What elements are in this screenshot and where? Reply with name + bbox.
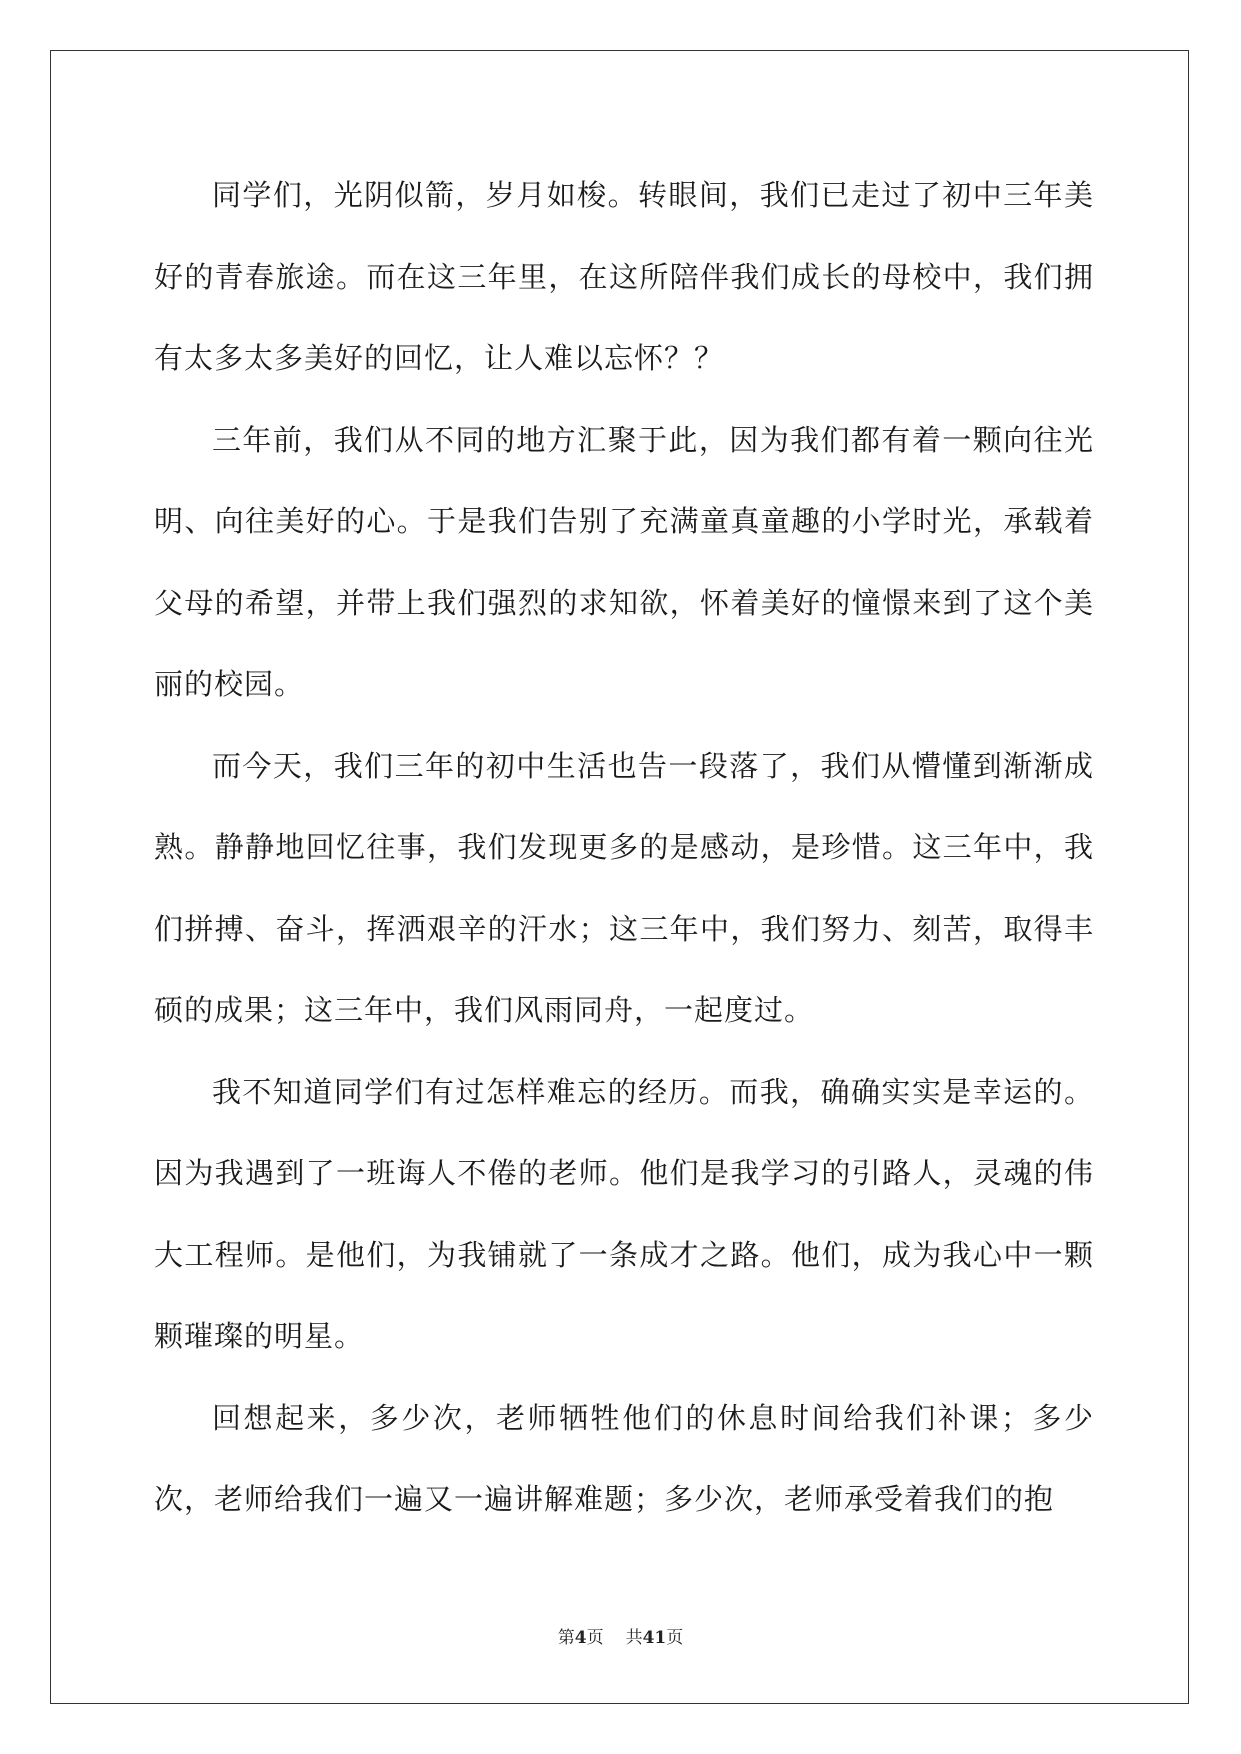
paragraph: 我不知道同学们有过怎样难忘的经历。而我，确确实实是幸运的。因为我遇到了一班诲人不倦的老师。他们是我学习的引路人，灵魂的伟大工程师。是他们，为我铺就了一条成才之路。他们，成为我心中一颗颗璀璨的明星。 bbox=[154, 1074, 1094, 1353]
page-footer bbox=[0, 1627, 1241, 1649]
page-number: 4 bbox=[574, 1628, 587, 1648]
document-body bbox=[154, 155, 1094, 1541]
footer-total-prefix: 共 bbox=[625, 1628, 643, 1648]
footer-total-suffix: 页 bbox=[666, 1628, 684, 1648]
total-pages: 41 bbox=[642, 1628, 667, 1648]
paragraph: 而今天，我们三年的初中生活也告一段落了，我们从懵懂到渐渐成熟。静静地回忆往事，我们发现更多的是感动，是珍惜。这三年中，我们拼搏、奋斗，挥洒艰辛的汗水；这三年中，我们努力、刻苦，取得丰硕的成果；这三年中，我们风雨同舟，一起度过。 bbox=[154, 748, 1094, 1027]
footer-page-suffix: 页 bbox=[586, 1628, 604, 1648]
paragraph: 同学们，光阴似箭，岁月如梭。转眼间，我们已走过了初中三年美好的青春旅途。而在这三年里，在这所陪伴我们成长的母校中，我们拥有太多太多美好的回忆，让人难以忘怀？？ bbox=[154, 178, 1094, 375]
paragraph: 回想起来，多少次，老师牺牲他们的休息时间给我们补课；多少次，老师给我们一遍又一遍讲解难题；多少次，老师承受着我们的抱 bbox=[154, 1400, 1094, 1516]
paragraph: 三年前，我们从不同的地方汇聚于此，因为我们都有着一颗向往光明、向往美好的心。于是我们告别了充满童真童趣的小学时光，承载着父母的希望，并带上我们强烈的求知欲，怀着美好的憧憬来到了这个美丽的校园。 bbox=[154, 422, 1094, 701]
footer-prefix: 第 bbox=[557, 1628, 575, 1648]
